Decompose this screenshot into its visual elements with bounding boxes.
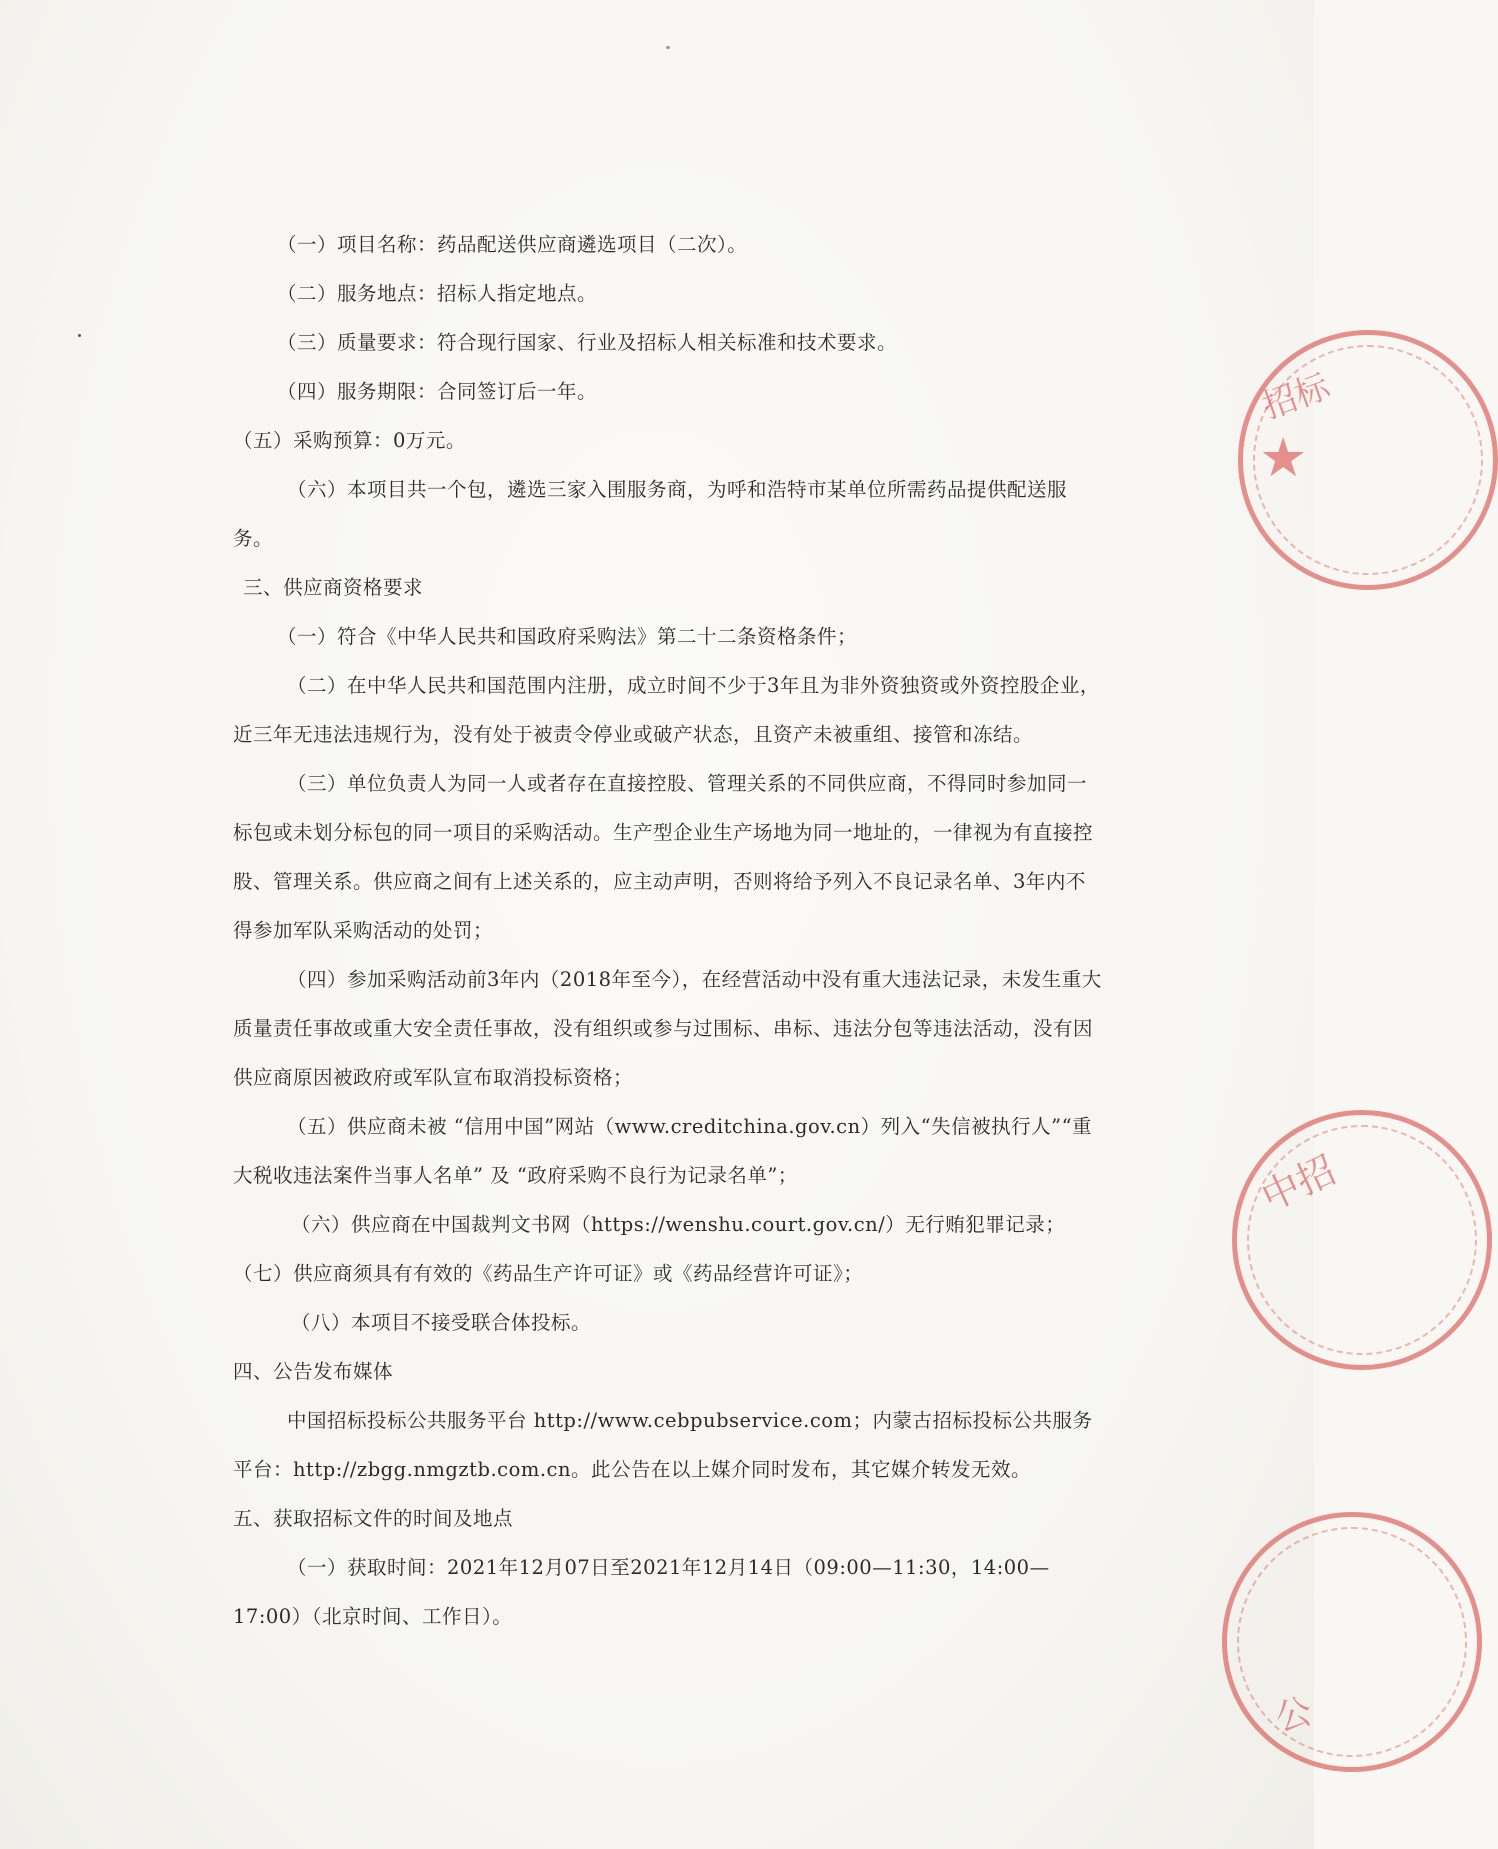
obtain-time-item: （一）获取时间：2021年12月07日至2021年12月14日（09:00—11:30，14:00—17:00）（北京时间、工作日）。 — [233, 1556, 1050, 1628]
section-heading-qualification: 三、供应商资格要求 — [243, 576, 424, 599]
service-location-item: （二）服务地点：招标人指定地点。 — [277, 282, 598, 305]
section-heading-obtain: 五、获取招标文件的时间及地点 — [233, 1507, 514, 1530]
budget-item: （五）采购预算：0万元。 — [233, 429, 466, 452]
seal-ring — [1237, 1527, 1467, 1757]
section-heading-media: 四、公告发布媒体 — [233, 1360, 394, 1383]
qualification-item-8: （八）本项目不接受联合体投标。 — [291, 1311, 592, 1334]
service-period-item: （四）服务期限：合同签订后一年。 — [277, 380, 598, 403]
document-body — [233, 220, 1103, 1641]
seal-star-icon: ★ — [1259, 426, 1308, 489]
qualification-item-1: （一）符合《中华人民共和国政府采购法》第二十二条资格条件； — [277, 625, 858, 648]
qualification-item-6: （六）供应商在中国裁判文书网（https://wenshu.court.gov.cn/）无行贿犯罪记录； — [291, 1213, 1066, 1236]
seal-top-right — [1238, 330, 1498, 590]
package-item: （六）本项目共一个包，遴选三家入围服务商，为呼和浩特市某单位所需药品提供配送服务。 — [233, 478, 1068, 550]
scan-speck — [666, 46, 670, 49]
seal-text: 中招 — [1254, 1147, 1343, 1220]
seal-text: 招标 — [1257, 366, 1335, 428]
qualification-item-3: （三）单位负责人为同一人或者存在直接控股、管理关系的不同供应商，不得同时参加同一标包或未划分标包的同一项目的采购活动。生产型企业生产场地为同一地址的，一律视为有直接控股、管理关系。供应商之间有上述关系的，应主动声明，否则将给予列入不良记录名单、3年内不得参加军队采购活动的处罚； — [233, 772, 1094, 942]
seal-text: 公 — [1271, 1690, 1317, 1740]
scan-speck — [78, 334, 81, 337]
qualification-item-2: （二）在中华人民共和国范围内注册，成立时间不少于3年且为非外资独资或外资控股企业，近三年无违法违规行为，没有处于被责令停业或破产状态，且资产未被重组、接管和冻结。 — [233, 674, 1100, 746]
media-paragraph: 中国招标投标公共服务平台 http://www.cebpubservice.com；内蒙古招标投标公共服务平台：http://zbgg.nmgztb.com.cn。此公告在以上媒介同时发布，其它媒介转发无效。 — [233, 1409, 1093, 1481]
seal-bottom-right — [1222, 1512, 1482, 1772]
qualification-item-4: （四）参加采购活动前3年内（2018年至今），在经营活动中没有重大违法记录，未发生重大质量责任事故或重大安全责任事故，没有组织或参与过围标、串标、违法分包等违法活动，没有因供应商原因被政府或军队宣布取消投标资格； — [233, 968, 1102, 1089]
quality-requirement-item: （三）质量要求：符合现行国家、行业及招标人相关标准和技术要求。 — [277, 331, 898, 354]
qualification-item-5: （五）供应商未被 “信用中国”网站（www.creditchina.gov.cn）列入“失信被执行人”“重大税收违法案件当事人名单” 及 “政府采购不良行为记录名单”； — [233, 1115, 1093, 1187]
qualification-item-7: （七）供应商须具有有效的《药品生产许可证》或《药品经营许可证》； — [233, 1262, 864, 1285]
seal-middle-right — [1232, 1110, 1492, 1370]
project-name-item: （一）项目名称：药品配送供应商遴选项目（二次）。 — [277, 233, 748, 256]
